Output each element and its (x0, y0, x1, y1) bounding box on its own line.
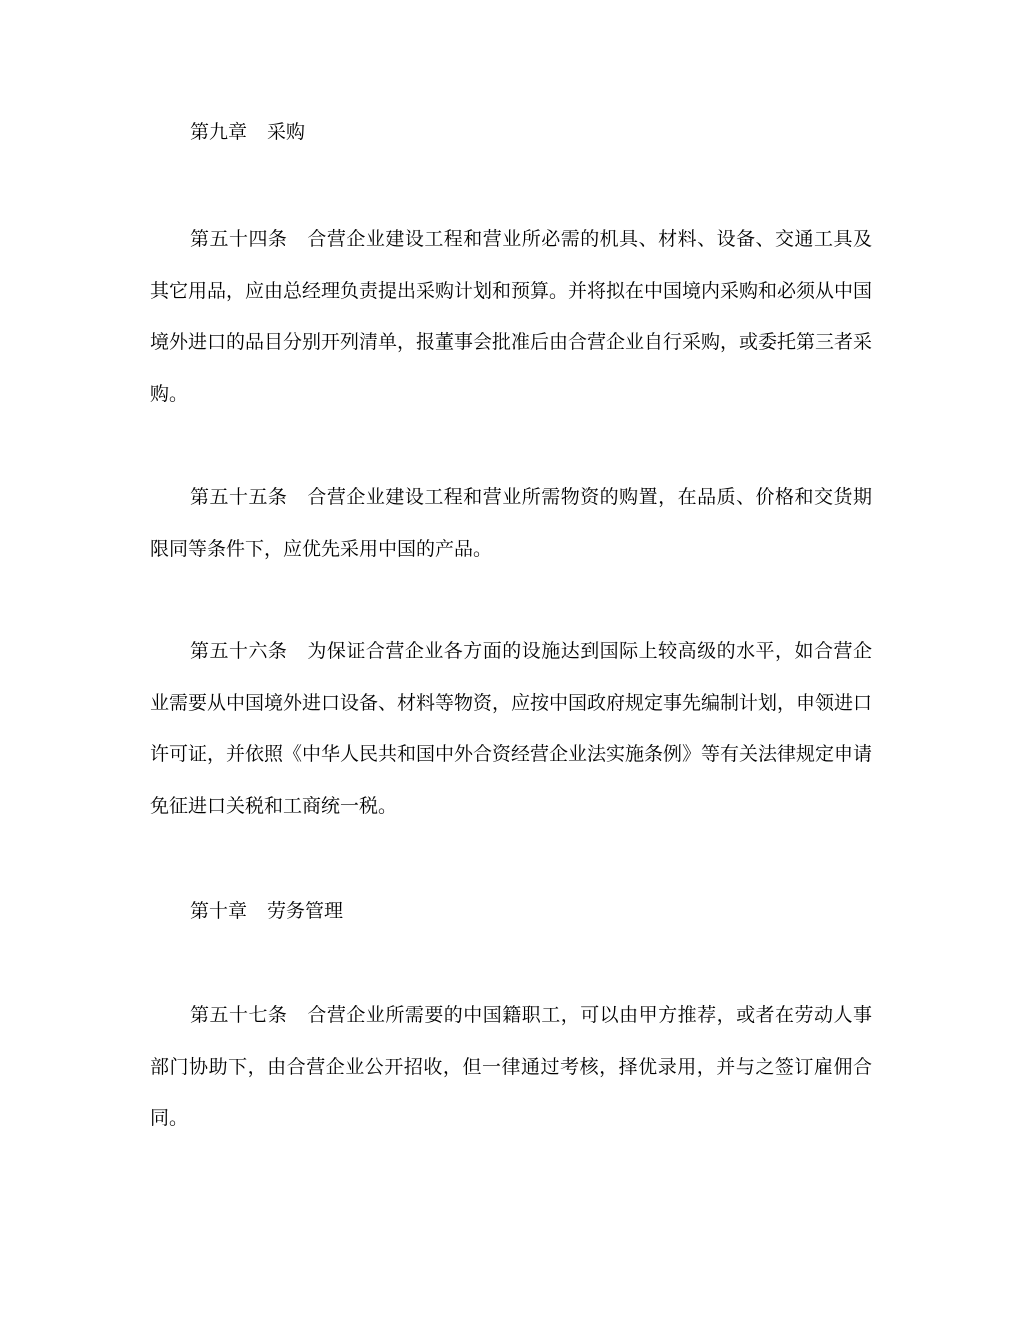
chapter-title: 劳务管理 (267, 900, 344, 922)
article-57 (150, 990, 872, 1145)
article-56 (150, 626, 872, 832)
article-number: 第五十六条 (190, 640, 288, 662)
article-text: 为保证合营企业各方面的设施达到国际上较高级的水平，如合营企业需要从中国境外进口设备、材料等物资，应按中国政府规定事先编制计划，申领进口许可证，并依照《中华人民共和国中外合资经营企业法实施条例》等有关法律规定申请免征进口关税和工商统一税。 (150, 640, 873, 817)
article-number: 第五十四条 (190, 228, 288, 250)
article-text: 合营企业所需要的中国籍职工，可以由甲方推荐，或者在劳动人事部门协助下，由合营企业公开招收，但一律通过考核，择优录用，并与之签订雇佣合同。 (150, 1004, 872, 1129)
chapter-10-heading (150, 886, 912, 938)
chapter-number: 第九章 (190, 121, 248, 143)
chapter-9-heading (150, 107, 912, 159)
chapter-title: 采购 (267, 121, 306, 143)
document-page (150, 0, 872, 1320)
article-54 (150, 214, 872, 420)
article-number: 第五十七条 (190, 1004, 288, 1026)
article-text: 合营企业建设工程和营业所需物资的购置，在品质、价格和交货期限同等条件下，应优先采用中国的产品。 (150, 486, 872, 560)
article-number: 第五十五条 (190, 486, 288, 508)
chapter-number: 第十章 (190, 900, 248, 922)
article-55 (150, 472, 872, 575)
article-text: 合营企业建设工程和营业所必需的机具、材料、设备、交通工具及其它用品，应由总经理负责提出采购计划和预算。并将拟在中国境内采购和必须从中国境外进口的品目分别开列清单，报董事会批准后由合营企业自行采购，或委托第三者采购。 (150, 228, 873, 405)
